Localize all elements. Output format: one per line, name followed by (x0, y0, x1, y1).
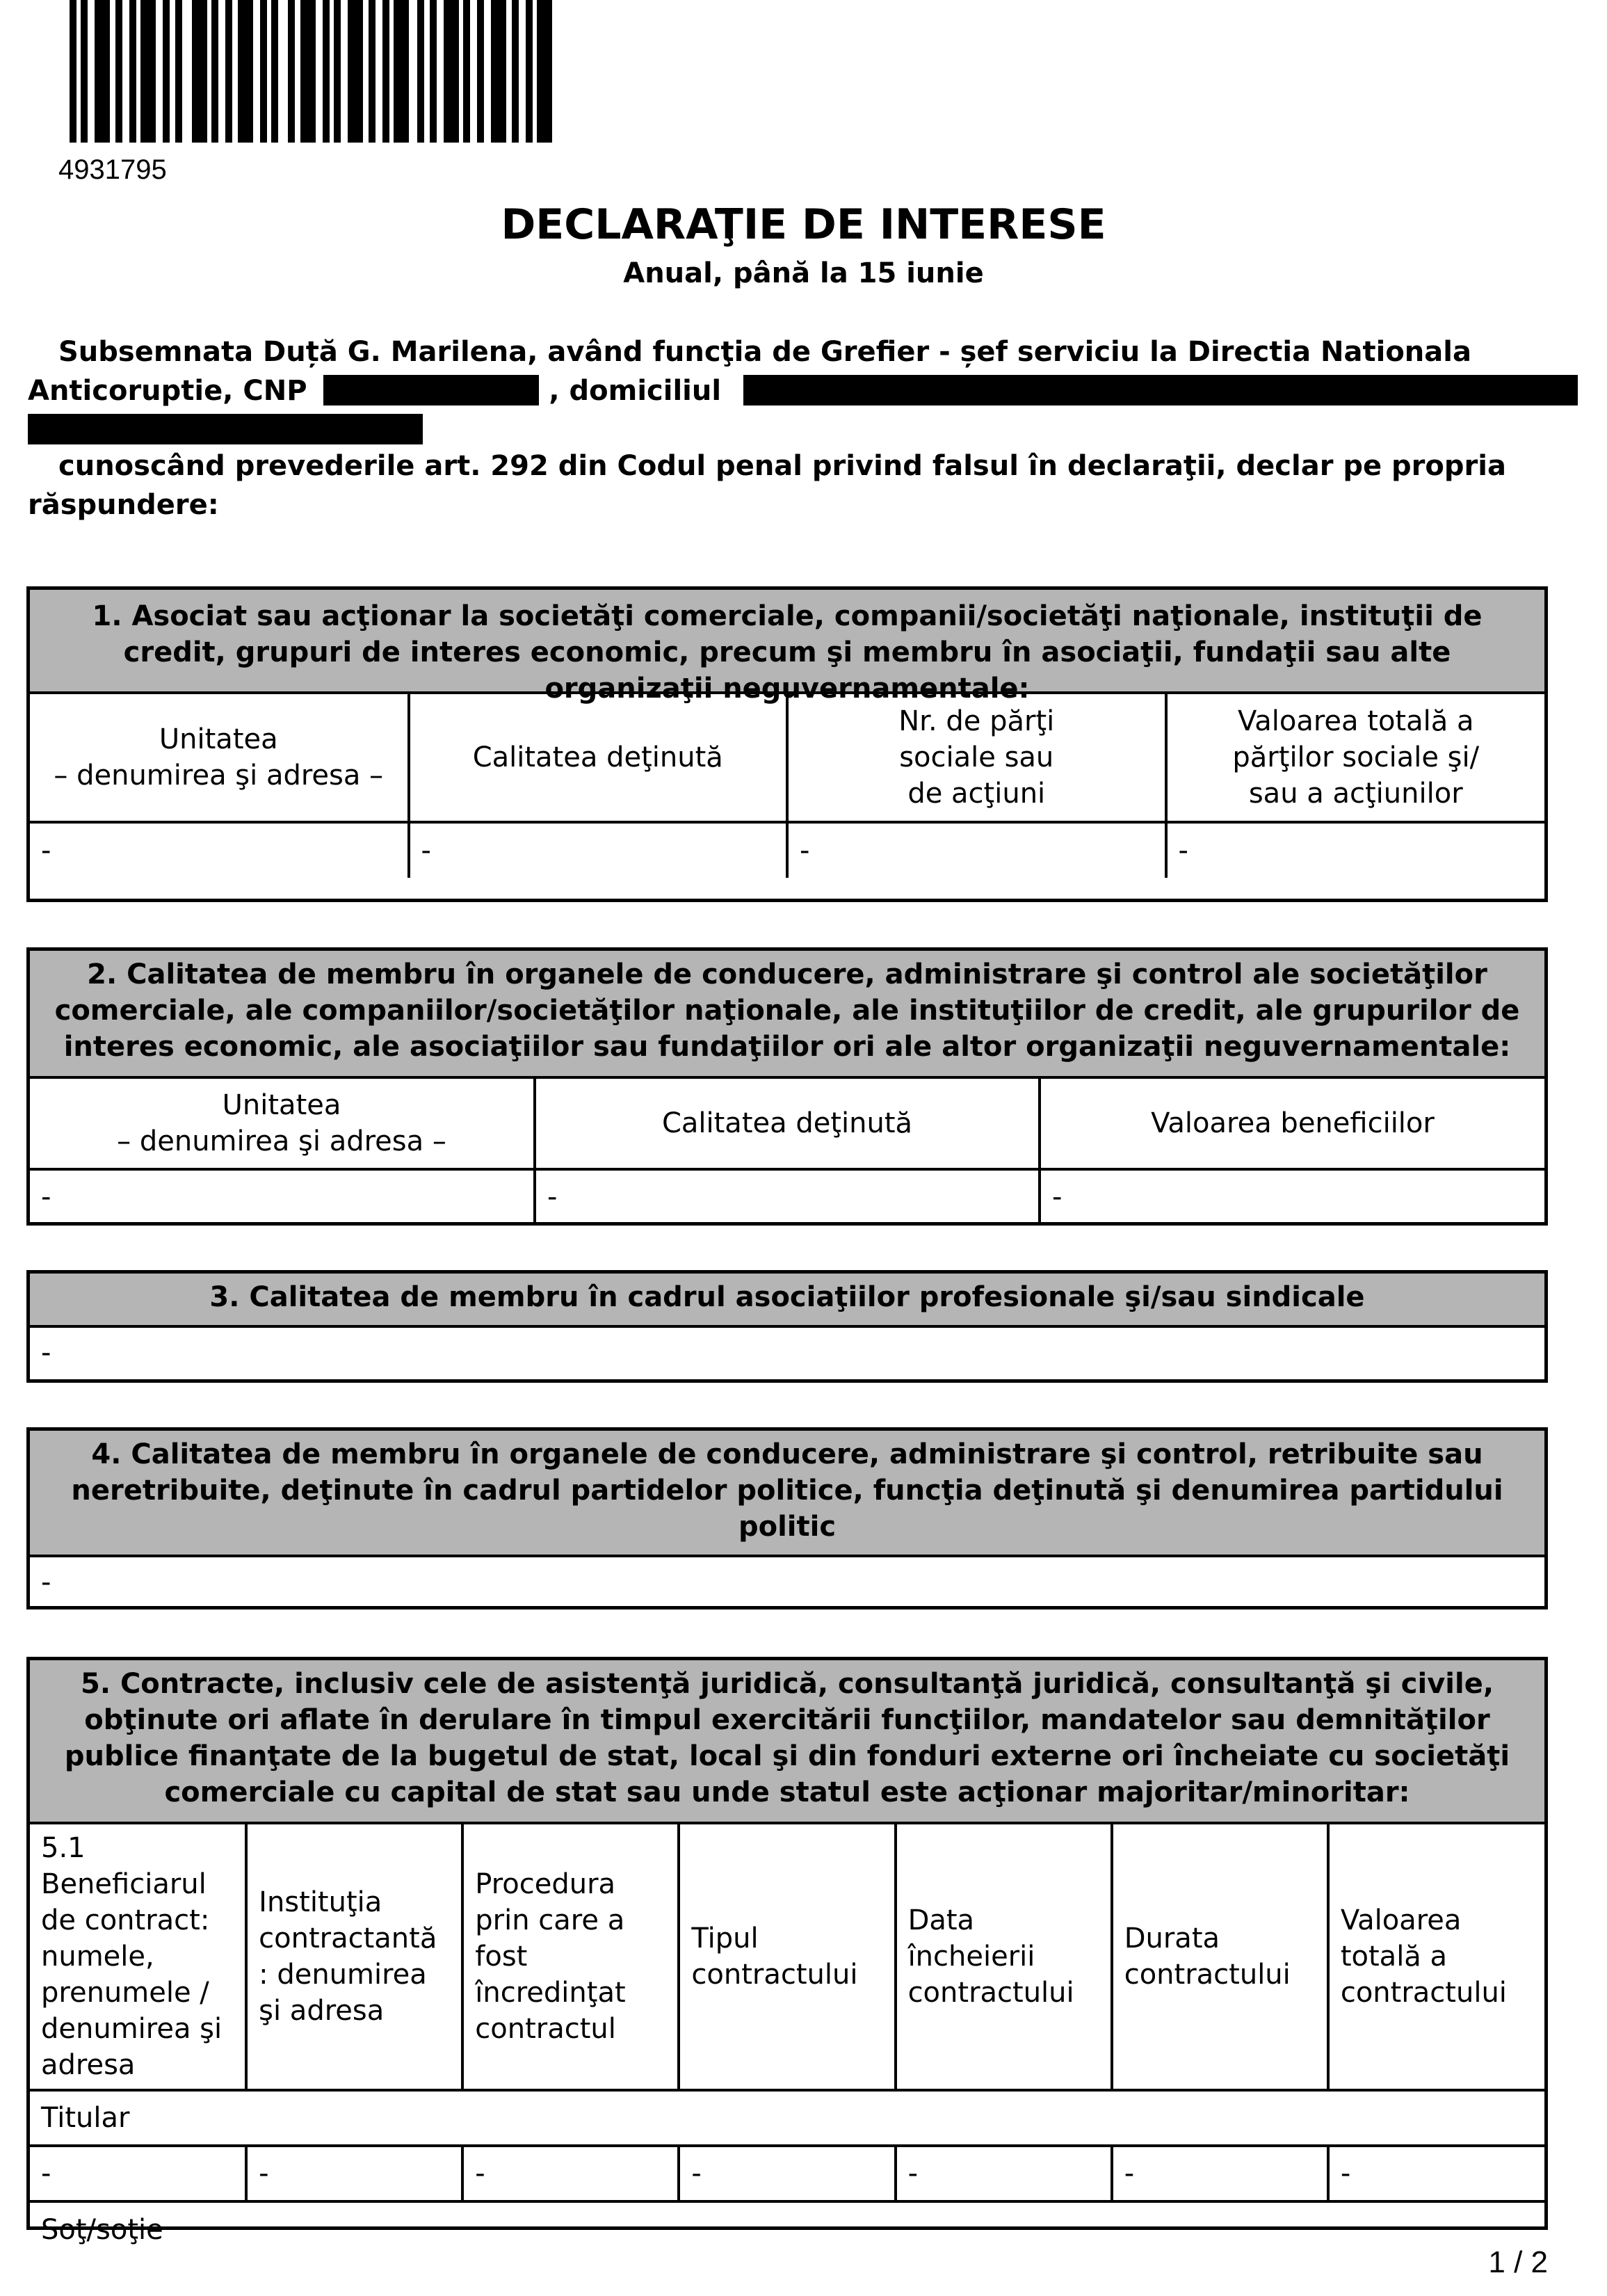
s2-header-benefits (1040, 1079, 1544, 1169)
s5-cell: - (246, 2146, 462, 2201)
section-5-table (30, 1824, 1544, 2257)
address-redaction (743, 375, 1578, 406)
s1-header-value (1166, 694, 1545, 822)
s2-header-unit-text: Unitatea – denumirea şi adresa – (117, 1089, 446, 1157)
barcode-bar (271, 0, 278, 143)
table-row (30, 1169, 1544, 1223)
section-2 (26, 947, 1548, 1226)
barcode-bar (225, 0, 232, 143)
s5-spouse-label: Soţ/soţie (30, 2201, 1544, 2257)
section-4 (26, 1427, 1548, 1609)
section-3-title: 3. Calitatea de membru în cadrul asociaţiilor profesionale şi/sau sindicale (30, 1274, 1544, 1328)
section-2-title: 2. Calitatea de membru în organele de conducere, administrare şi control ale societăţilor comerciale, ale companiilor/societăţilor naţionale, ale instituţiilor de credit, ale grupurilor de interes economic, ale asociaţiilor sau fundaţiilor ori ale altor organizaţii neguvernamentale: (30, 951, 1544, 1079)
s5-header-value: Valoarea totală a contractului (1328, 1824, 1544, 2090)
s5-cell: - (1328, 2146, 1544, 2201)
page-subtitle: Anual, până la 15 iunie (623, 257, 984, 289)
s2-header-benefits-text: Valoarea beneficiilor (1151, 1107, 1435, 1139)
s1-header-unit-text: Unitatea – denumirea şi adresa – (54, 723, 384, 792)
document-number: 4931795 (58, 154, 167, 185)
section-1-table (30, 694, 1544, 878)
intro-line-2 (28, 371, 1558, 410)
s1-header-quality-text: Calitatea deţinută (472, 741, 723, 773)
barcode-bar (81, 0, 88, 143)
barcode-bar (323, 0, 330, 143)
barcode-bar (129, 0, 136, 143)
s1-cell: - (409, 822, 788, 878)
barcode (70, 0, 855, 143)
barcode-bar (175, 0, 182, 143)
intro-line-1: Subsemnata Duță G. Marilena, având funcţia de Grefier - șef serviciu la Directia Nationala (58, 336, 1471, 368)
cnp-redaction (323, 375, 539, 406)
barcode-bar (192, 0, 207, 143)
section-1-title: 1. Asociat sau acţionar la societăţi comerciale, companii/societăţi naţionale, instituţii de credit, grupuri de interes economic, precum şi membru în asociaţii, fundaţii sau alte organizaţii neguvernamentale: (30, 590, 1544, 694)
s2-cell: - (1040, 1169, 1544, 1223)
s1-header-value-text: Valoarea totală a părţilor sociale şi/ sau a acţiunilor (1232, 705, 1480, 810)
barcode-bar (491, 0, 506, 143)
s1-cell: - (30, 822, 409, 878)
intro-line-3 (28, 410, 1558, 449)
s1-cell: - (787, 822, 1166, 878)
s5-header-duration: Durata contractului (1112, 1824, 1328, 2090)
barcode-bar (477, 0, 484, 143)
s1-header-shares (787, 694, 1166, 822)
s5-cell: - (30, 2146, 246, 2201)
barcode-bar (369, 0, 375, 143)
barcode-bar (444, 0, 459, 143)
barcode-bar (211, 0, 218, 143)
barcode-bar (417, 0, 424, 143)
section-5-title: 5. Contracte, inclusiv cele de asistenţă juridică, consultanţă juridică, consultanţă şi civile, obţinute ori aflate în derulare în timpul exercitării funcţiilor, mandatelor sau demnităţilor publice finanţate de la bugetul de stat, local şi din fonduri externe ori încheiate cu societăţi comerciale cu capital de stat sau unde statul este acţionar majoritar/minoritar: (30, 1660, 1544, 1824)
s1-header-quality (409, 694, 788, 822)
barcode-bar (348, 0, 363, 143)
barcode-bar (512, 0, 519, 143)
declaration-line-1: cunoscând prevederile art. 292 din Codul penal privind falsul în declaraţii, declar pe propria (58, 450, 1506, 482)
barcode-bar (163, 0, 170, 143)
section-4-title: 4. Calitatea de membru în organele de conducere, administrare şi control, retribuite sau neretribuite, deţinute în cadrul partidelor politice, funcţia deţinută şi denumirea partidului politic (30, 1431, 1544, 1557)
barcode-bar (300, 0, 316, 143)
section-4-value: - (41, 1566, 51, 1598)
barcode-bar (288, 0, 295, 143)
s1-cell: - (1166, 822, 1545, 878)
s2-header-quality (535, 1079, 1040, 1169)
intro-paragraph (28, 332, 1558, 449)
page-number: 1 / 2 (1488, 2245, 1548, 2279)
declaration-paragraph (28, 447, 1558, 524)
address-redaction-2 (28, 414, 423, 444)
s5-cell: - (1112, 2146, 1328, 2201)
s5-cell: - (679, 2146, 895, 2201)
barcode-bar (95, 0, 110, 143)
intro-domicile-label: , domiciliul (549, 375, 722, 407)
s5-header-type: Tipul contractului (679, 1824, 895, 2090)
s2-cell: - (535, 1169, 1040, 1223)
barcode-bar (140, 0, 156, 143)
barcode-bar (382, 0, 389, 143)
barcode-bar (238, 0, 253, 143)
table-row (30, 2146, 1544, 2201)
barcode-bar (537, 0, 552, 143)
s1-header-shares-text: Nr. de părţi sociale sau de acţiuni (898, 705, 1055, 810)
s5-header-institution: Instituţia contractantă : denumirea şi adresa (246, 1824, 462, 2090)
page-title: DECLARAŢIE DE INTERESE (501, 200, 1106, 249)
s5-header-date: Data încheierii contractului (896, 1824, 1112, 2090)
s1-header-unit (30, 694, 409, 822)
section-3-value: - (41, 1337, 51, 1369)
barcode-bar (394, 0, 409, 143)
s2-header-unit (30, 1079, 535, 1169)
barcode-bar (430, 0, 437, 143)
s2-header-quality-text: Calitatea deţinută (661, 1107, 913, 1139)
section-2-table (30, 1079, 1544, 1223)
barcode-bar (463, 0, 470, 143)
s2-cell: - (30, 1169, 535, 1223)
section-3 (26, 1270, 1548, 1383)
s5-header-procedure: Procedura prin care a fost încredinţat contractul (462, 1824, 679, 2090)
barcode-bar (260, 0, 267, 143)
barcode-bar (115, 0, 122, 143)
barcode-bar (526, 0, 533, 143)
barcode-bar (334, 0, 341, 143)
s5-header-beneficiary: 5.1 Beneficiarul de contract: numele, prenumele / denumirea şi adresa (30, 1824, 246, 2090)
s5-cell: - (896, 2146, 1112, 2201)
section-5 (26, 1657, 1548, 2246)
s5-cell: - (462, 2146, 679, 2201)
intro-cnp-label: Anticoruptie, CNP (28, 375, 307, 407)
declaration-line-2: răspundere: (28, 489, 219, 521)
s5-titular-label: Titular (30, 2090, 1544, 2146)
table-row (30, 822, 1544, 878)
barcode-bar (70, 0, 76, 143)
section-1 (26, 586, 1548, 902)
